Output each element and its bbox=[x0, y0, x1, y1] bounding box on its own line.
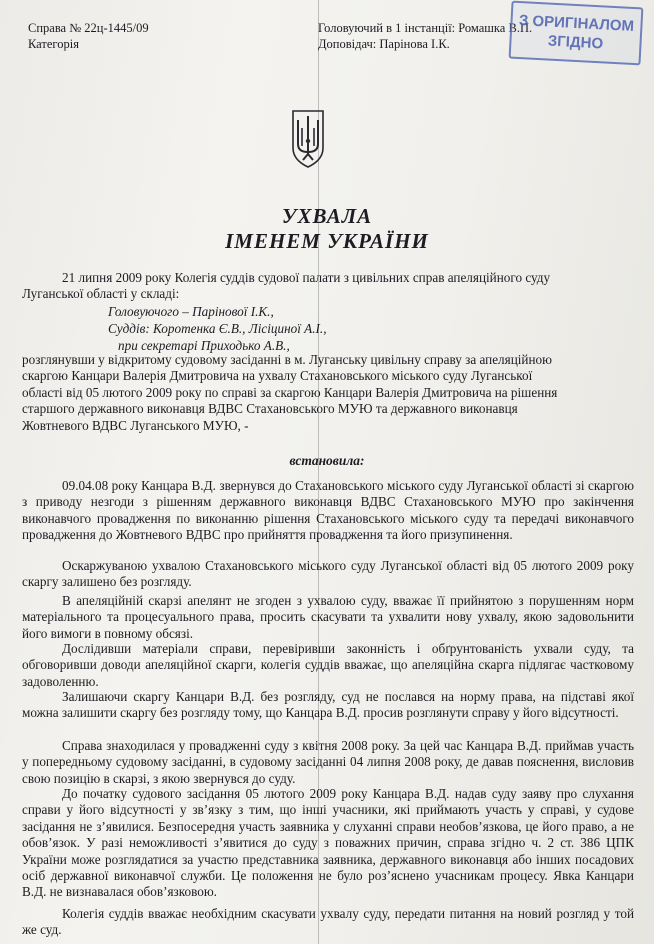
document-subtitle: ІМЕНЕМ УКРАЇНИ bbox=[225, 229, 429, 253]
header-right bbox=[318, 20, 532, 52]
intro-block bbox=[22, 270, 634, 303]
stamp-line-2: ЗГІДНО bbox=[547, 32, 604, 53]
trident-emblem-icon bbox=[290, 108, 326, 170]
category-label: Категорія bbox=[28, 37, 79, 51]
certified-copy-stamp bbox=[509, 1, 644, 66]
header-left bbox=[28, 20, 149, 52]
paragraph-text: Дослідивши матеріали справи, перевіривши законність і обґрунтованість ухвали суду, та обговоривши доводи апеляційної скарги, колегія суддів вважає, що апеляційна скарга підлягає частковому задоволенню. bbox=[22, 641, 634, 689]
paragraph-text: Залишаючи скаргу Канцари В.Д. без розгляду, суд не послався на норму права, на підставі якої можна залишити скаргу без розгляду тому, що Канцара В.Д. просив розглянути справу у його відсутності. bbox=[22, 689, 634, 721]
paragraph-text: Оскаржуваною ухвалою Стахановського міського суду Луганської області від 05 лютого 2009 року скаргу залишено без розгляду. bbox=[22, 558, 634, 590]
presiding-judge-first-instance: Головуючий в 1 інстанції: Ромашка В.П. bbox=[318, 21, 533, 35]
composition-presiding: Головуючого – Парінової І.К., bbox=[108, 304, 274, 319]
paragraph-2 bbox=[22, 558, 634, 591]
considered-line: старшого державного виконавця ВДВС Стахановського МУЮ та державного виконавця bbox=[22, 401, 518, 417]
paragraph-text: Колегія суддів вважає необхідним скасувати ухвалу суду, передати питання на новий розгляд у той же суд. bbox=[22, 906, 634, 938]
considered-line: скаргою Канцари Валерія Дмитровича на ухвалу Стахановського міського суду Луганської bbox=[22, 368, 533, 384]
paragraph-text: В апеляційній скарзі апелянт не згоден з ухвалою суду, вважає її прийнятою з порушенням норм матеріального та процесуального права, просить скасувати та ухвалити нову ухвалу, якою задовольнити його вимоги в повному обсязі. bbox=[22, 593, 634, 641]
paragraph-1 bbox=[22, 478, 634, 544]
composition-secretary: при секретарі Приходько А.В., bbox=[118, 338, 290, 353]
composition-judges: Суддів: Коротенка Є.В., Лісіциної А.І., bbox=[108, 321, 327, 336]
stamp-line-1: З ОРИГІНАЛОМ bbox=[518, 12, 635, 36]
considered-block bbox=[22, 352, 634, 434]
paragraph-4 bbox=[22, 641, 634, 690]
paragraph-8 bbox=[22, 906, 634, 939]
considered-line: Жовтневого ВДВС Луганського МУЮ, - bbox=[22, 417, 249, 433]
paragraph-text: 09.04.08 року Канцара В.Д. звернувся до Стахановського міського суду Луганської області зі скаргою з приводу незгоди з рішенням державного виконавця ВДВС Стахановського МУЮ про закінчення виконавчого провадження по виконанню рішення Стахановського міського суду та передачі виконавчого провадження до Жовтневого ВДВС про прийняття провадження та його призупинення. bbox=[22, 478, 634, 543]
court-composition bbox=[108, 303, 327, 354]
considered-line: розглянувши у відкритому судовому засіданні в м. Луганську цивільну справу за апеляційною bbox=[22, 352, 552, 367]
intro-line-1: 21 липня 2009 року Колегія суддів судової палати з цивільних справ апеляційного суду bbox=[62, 270, 551, 285]
established-heading: встановила: bbox=[289, 453, 365, 468]
paragraph-5 bbox=[22, 689, 634, 722]
document-title: УХВАЛА bbox=[281, 204, 373, 228]
paragraph-3 bbox=[22, 593, 634, 642]
intro-line-2: Луганської області у складі: bbox=[22, 286, 180, 302]
considered-line: області від 05 лютого 2009 року по справі за скаргою Канцари Валерія Дмитровича на рішення bbox=[22, 384, 558, 400]
paragraph-text: До початку судового засідання 05 лютого 2009 року Канцара В.Д. надав суду заяву про слухання справи у його відсутності у зв’язку з тим, що інші учасники, які приймають участь у справі, у судове засідання не з’явилися. Безпосередня участь заявника у слуханні справи необов’язкова, це його право, а не обов’язок. У разі неможливості з’явитися до суду з поважних причин, справа згідно ч. 2 ст. 386 ЦПК України може розглядатися за участю представника заявника, державного виконавця або інших посадових осіб державної виконавчої служби. Це положення не було роз’яснено учасникам процесу. Явка Канцари В.Д. не визнавалася обов’язковою. bbox=[22, 786, 634, 900]
paragraph-6 bbox=[22, 738, 634, 787]
rapporteur: Доповідач: Парінова І.К. bbox=[318, 37, 450, 51]
case-number: Справа № 22ц-1445/09 bbox=[28, 21, 149, 35]
paragraph-text: Справа знаходилася у провадженні суду з квітня 2008 року. За цей час Канцара В.Д. приймав участь у попередньому судовому засіданні, в судовому засіданні 04 липня 2008 року, де давав пояснення, висловив свою позицію в скарзі, з якою звернувся до суду. bbox=[22, 738, 634, 786]
paragraph-7 bbox=[22, 786, 634, 901]
